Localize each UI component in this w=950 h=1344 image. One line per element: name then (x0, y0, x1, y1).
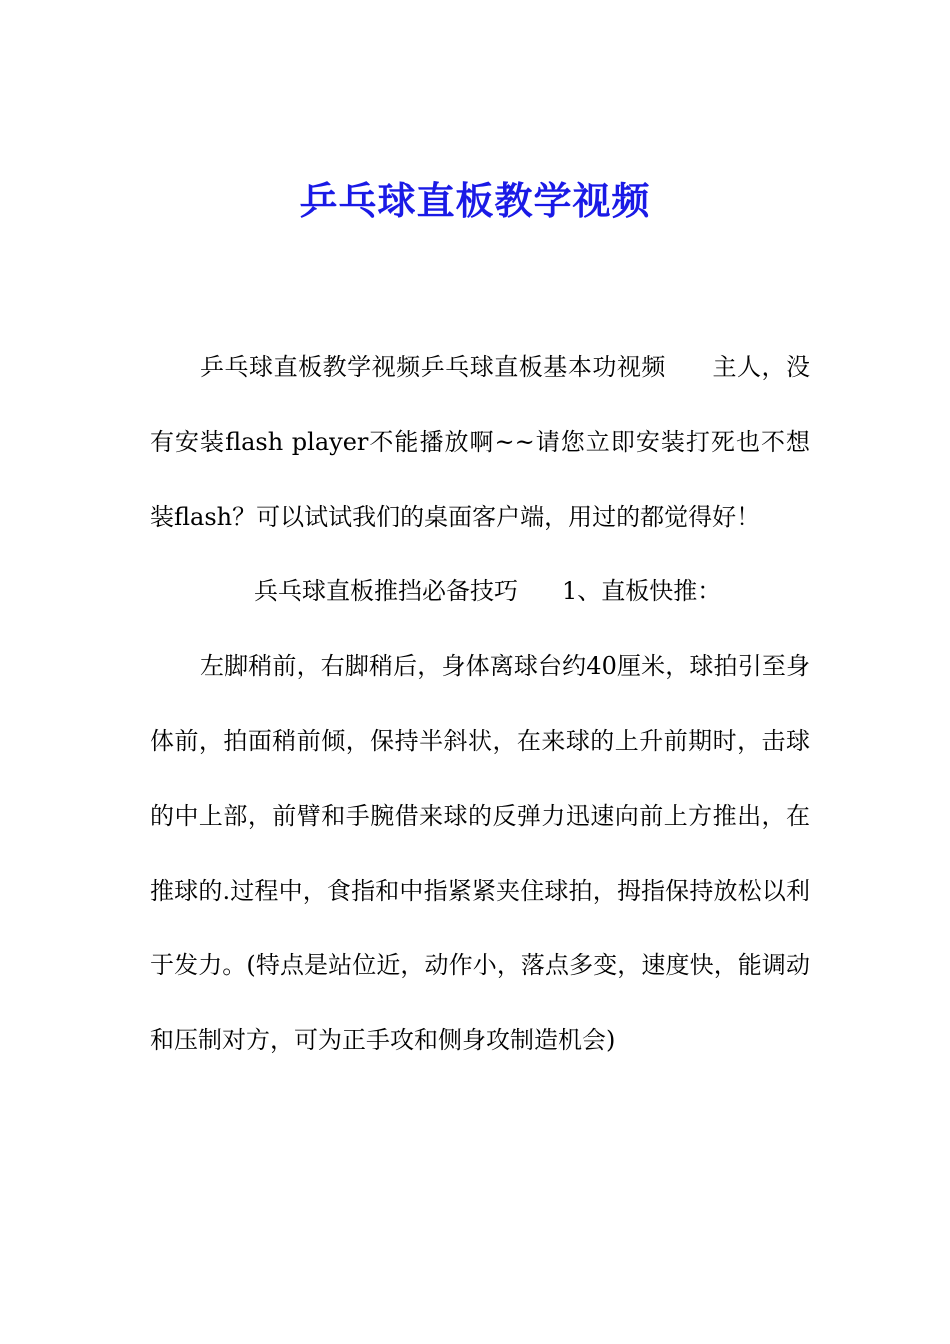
paragraph-technique (150, 629, 810, 1078)
paragraph-intro (150, 330, 810, 554)
document-body (150, 330, 810, 1078)
document-title: 乒乓球直板教学视频 (299, 178, 651, 223)
section-heading-lead: 兵乓球直板推挡必备技巧 (254, 577, 518, 606)
paragraph-technique-text: 左脚稍前，右脚稍后，身体离球台约40厘米，球拍引至身体前，拍面稍前倾，保持半斜状，在来球的上升前期时，击球的中上部，前臂和手腕借来球的反弹力迅速向前上方推出，在推球的.过程中，食指和中指紧紧夹住球拍，拇指保持放松以利于发力。(特点是站位近，动作小，落点多变，速度快，能调动和压制对方，可为正手攻和侧身攻制造机会) (150, 652, 810, 1055)
paragraph-intro-text: 主人，没有安装flash player不能播放啊~~请您立即安装打死也不想装flash？可以试试我们的桌面客户端，用过的都觉得好！ (150, 353, 811, 531)
section-heading-text: 1、直板快推： (562, 577, 722, 606)
paragraph-intro-lead: 乒乓球直板教学视频乒乓球直板基本功视频 (200, 353, 666, 381)
paragraph-section-heading (150, 554, 810, 629)
